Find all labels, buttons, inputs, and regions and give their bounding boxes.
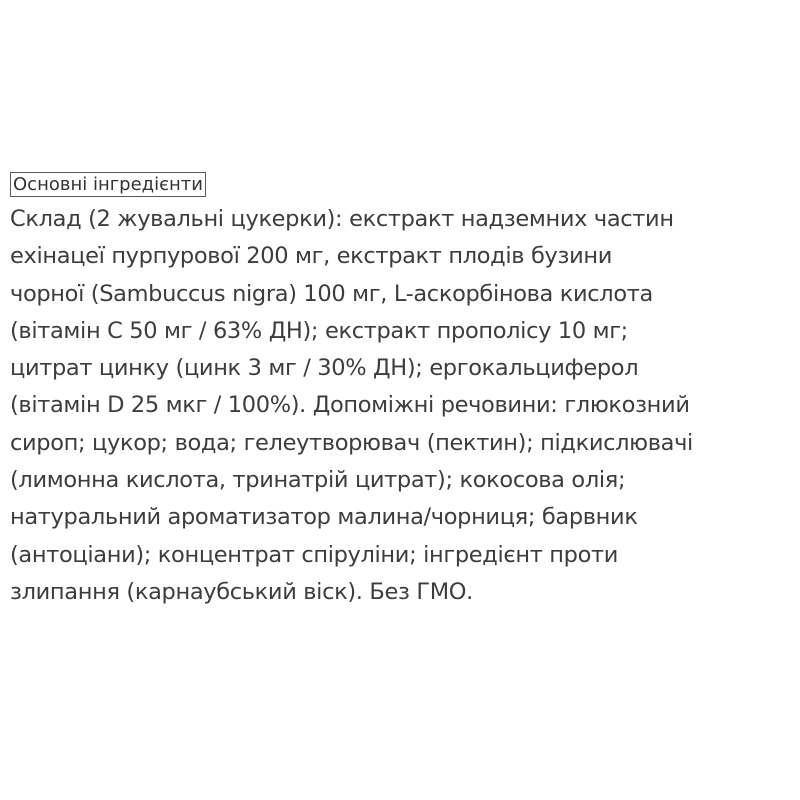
ingredients-text: [10, 201, 798, 611]
ingredients-document: [10, 172, 798, 611]
ingredients-line: натуральний ароматизатор малина/чорниця; барвник: [10, 504, 638, 531]
ingredients-line: (лимонна кислота, тринатрій цитрат); кокосова олія;: [10, 467, 626, 494]
ingredients-line: сироп; цукор; вода; гелеутворювач (пектин); підкислювачі: [10, 429, 693, 456]
ingredients-line: ехінацеї пурпурової 200 мг, екстракт плодів бузини: [10, 243, 612, 270]
ingredients-line: (вітамін С 50 мг / 63% ДН); екстракт прополісу 10 мг;: [10, 317, 628, 344]
ingredients-heading: Основні інгредієнти: [10, 172, 206, 197]
ingredients-line: злипання (карнаубський віск). Без ГМО.: [10, 578, 473, 605]
ingredients-line: (вітамін D 25 мкг / 100%). Допоміжні речовини: глюкозний: [10, 392, 690, 419]
ingredients-line: Склад (2 жувальні цукерки): екстракт надземних частин: [10, 206, 674, 232]
ingredients-line: цитрат цинку (цинк 3 мг / 30% ДН); ергокальциферол: [10, 355, 639, 382]
ingredients-line: (антоціани); концентрат спіруліни; інгредієнт проти: [10, 541, 619, 568]
ingredients-line: чорної (Sambuccus nigra) 100 мг, L-аскорбінова кислота: [10, 280, 653, 307]
